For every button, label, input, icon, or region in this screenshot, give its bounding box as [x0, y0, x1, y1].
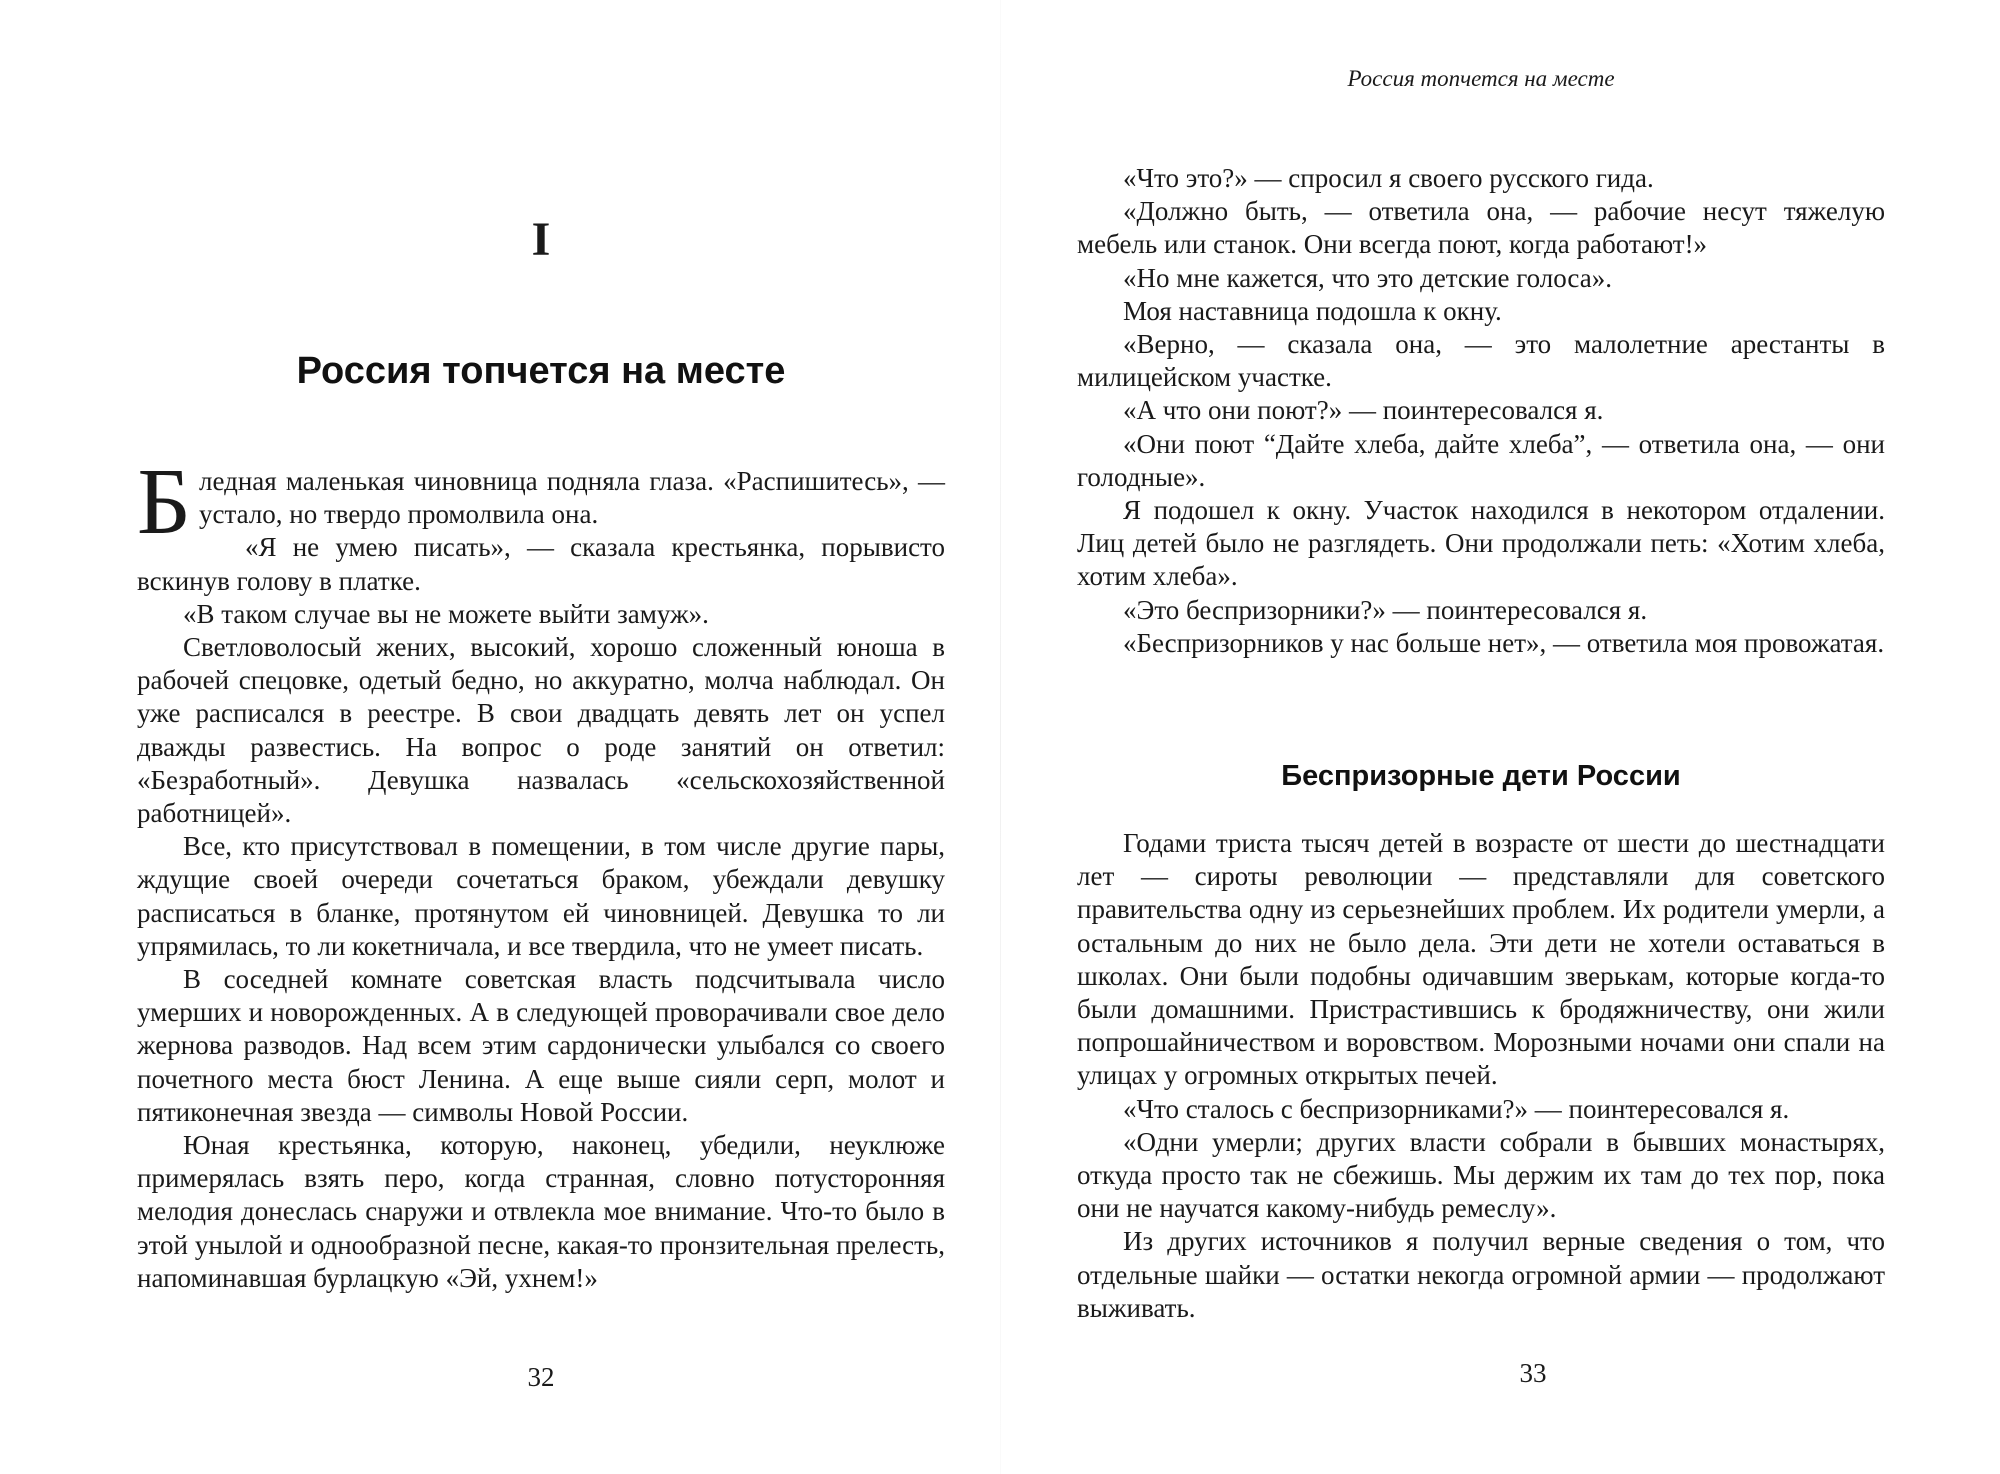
paragraph: «Они поют “Дайте хлеба, дайте хлеба”, — ответила она, — они голодные».	[1077, 428, 1885, 492]
right-page-body-top	[1077, 162, 1885, 660]
page-number-right: 33	[1519, 1358, 1547, 1388]
paragraph: «Беспризорников у нас больше нет», — ответила моя провожатая.	[1123, 627, 1885, 658]
paragraph: «Но мне кажется, что это детские голоса».	[1123, 262, 1612, 293]
left-page-body	[137, 450, 945, 1295]
paragraph: «Что это?» — спросил я своего русского гида.	[1123, 163, 1654, 193]
paragraph: «В таком случае вы не можете выйти замуж».	[183, 598, 709, 629]
paragraph: «Должно быть, — ответила она, — рабочие несут тяжелую мебель или станок. Они всегда поют, когда работают!»	[1077, 196, 1885, 260]
running-head: Россия топчется на месте	[1347, 66, 1615, 91]
drop-cap: Б	[137, 450, 191, 554]
paragraph: Все, кто присутствовал в помещении, в том числе другие пары, ждущие своей очереди сочетаться браком, убеждали девушку расписаться в бланке, протянутом ей чиновницей. Девушка то ли упрямилась, то ли кокетничала, и все твердила, что не умеет писать.	[137, 831, 945, 961]
chapter-number: I	[531, 213, 551, 266]
page-number-left: 32	[527, 1362, 555, 1392]
section-title: Беспризорные дети России	[1281, 760, 1681, 792]
paragraph: Из других источников я получил верные сведения о том, что отдельные шайки — остатки некогда огромной армии — продолжают выживать.	[1077, 1226, 1885, 1323]
paragraph: Юная крестьянка, которую, наконец, убедили, неуклюже примерялась взять перо, когда странная, словно потусторонняя мелодия донеслась снаружи и отвлекла мое внимание. Что-то было в этой унылой и однообразной песне, какая-то пронзительная прелесть, напоминавшая бурлацкую «Эй, ухнем!»	[137, 1130, 945, 1293]
paragraph: В соседней комнате советская власть подсчитывала число умерших и новорожденных. А в следующей проворачивали свое дело жернова разводов. Над всем этим сардонически улыбался со своего почетного места бюст Ленина. А еще выше сияли серп, молот и пятиконечная звезда — символы Новой России.	[137, 964, 945, 1127]
paragraph: «Что сталось с беспризорниками?» — поинтересовался я.	[1123, 1093, 1790, 1124]
book-gutter	[1000, 0, 1001, 1474]
paragraph: Моя наставница подошла к окну.	[1123, 295, 1502, 326]
paragraph: «Одни умерли; других власти собрали в бывших монастырях, откуда просто так не сбежишь. Мы держим их там до тех пор, пока они не научатся какому-нибудь ремеслу».	[1077, 1126, 1885, 1224]
paragraph: Я подошел к окну. Участок находился в некотором отдалении. Лиц детей было не разглядеть. Они продолжали петь: «Хотим хлеба, хотим хлеба».	[1077, 495, 1885, 592]
paragraph: «Верно, — сказала она, — это малолетние арестанты в милицейском участке.	[1077, 329, 1885, 393]
paragraph: «Я не умею писать», — сказала крестьянка, порывисто вскинув голову в платке.	[137, 532, 945, 596]
paragraph-text: ледная маленькая чиновница подняла глаза. «Распишитесь», — устало, но твердо промолвила она.	[198, 466, 945, 530]
paragraph: «А что они поют?» — поинтересовался я.	[1123, 395, 1604, 426]
right-page-body-bottom	[1077, 827, 1885, 1325]
paragraph: Годами триста тысяч детей в возрасте от шести до шестнадцати лет — сироты революции — представляли для советского правительства одну из серьезнейших проблем. Их родители умерли, а остальным до них не было дела. Эти дети не хотели оставаться в школах. Они были подобны одичавшим зверькам, которые когда-то были домашними. Пристрастившись к бродяжничеству, они жили попрошайничеством и воровством. Морозными ночами они спали на улицах у огромных открытых печей.	[1077, 828, 1885, 1091]
paragraph: Светловолосый жених, высокий, хорошо сложенный юноша в рабочей спецовке, одетый бедно, но аккуратно, молча наблюдал. Он уже расписался в реестре. В свои двадцать девять лет он успел дважды развестись. На вопрос о роде занятий он ответил: «Безработный». Девушка назвалась «сельскохозяйственной работницей».	[137, 632, 945, 829]
paragraph	[137, 450, 945, 554]
paragraph: «Это беспризорники?» — поинтересовался я.	[1123, 594, 1648, 625]
chapter-title: Россия топчется на месте	[296, 350, 786, 392]
